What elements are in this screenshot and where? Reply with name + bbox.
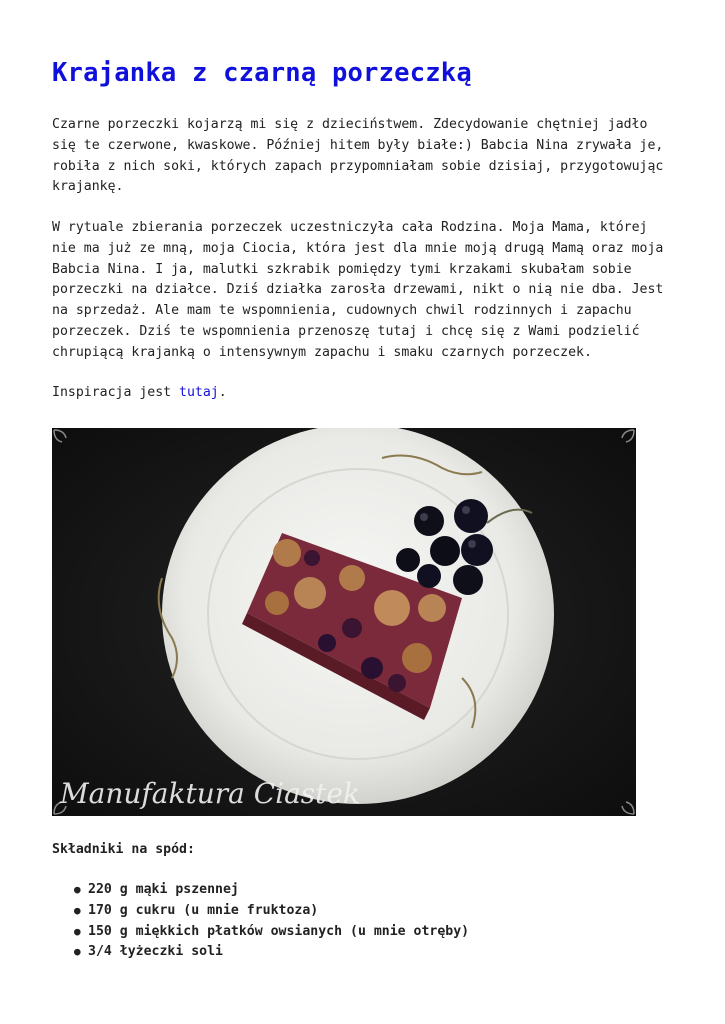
ingredients-heading: Składniki na spód:: [52, 842, 195, 857]
story-line: Babcia Nina. I ja, malutki szkrabik pomiędzy tymi krzakami skubałam sobie: [52, 261, 632, 277]
list-item: [74, 901, 469, 922]
article-title: Krajanka z czarną porzeczką: [52, 58, 472, 88]
story-line: na sprzedaż. Ale mam te wspomnienia, cudownych chwil rodzinnych i zapachu: [52, 303, 632, 319]
intro-line: Czarne porzeczki kojarzą mi się z dzieciństwem. Zdecydowanie chętniej jadło: [52, 117, 648, 132]
intro-line: się te czerwone, kwaskowe. Później hitem były białe:) Babcia Nina zrywała je,: [52, 137, 664, 153]
story-line: porzeczki na działce. Dziś działka zarosła drzewami, nikt o nią nie dba. Jest: [52, 282, 664, 298]
story-line: W rytuale zbierania porzeczek uczestniczyła cała Rodzina. Moja Mama, której: [52, 220, 648, 235]
ingredient-text: 150 g miękkich płatków owsianych (u mnie otręby): [88, 923, 470, 939]
story-paragraph: [52, 218, 677, 364]
inspiration-suffix: .: [218, 385, 227, 400]
cake-photo: [52, 428, 636, 816]
inspiration-paragraph: [52, 383, 677, 404]
ingredient-text: 3/4 łyżeczki soli: [88, 944, 223, 960]
intro-line: krajankę.: [52, 179, 124, 195]
list-item: [74, 942, 469, 963]
bullet-icon: ●: [74, 924, 81, 938]
intro-line: robiła z nich soki, których zapach przypomniałam sobie dzisiaj, przygotowując: [52, 158, 664, 174]
ingredients-list: [74, 880, 469, 963]
list-item: [74, 922, 469, 943]
inspiration-prefix: Inspiracja jest: [52, 385, 180, 400]
list-item: [74, 880, 469, 901]
story-line: porzeczek. Dziś te wspomnienia przenoszę tutaj i chcę się z Wami podzielić: [52, 323, 640, 339]
bullet-icon: ●: [74, 883, 81, 896]
ingredient-text: 220 g mąki pszennej: [88, 882, 239, 897]
inspiration-link[interactable]: tutaj: [179, 385, 219, 400]
bullet-icon: ●: [74, 903, 81, 917]
bullet-icon: ●: [74, 945, 81, 959]
ingredient-text: 170 g cukru (u mnie fruktoza): [88, 902, 319, 918]
intro-paragraph: [52, 115, 677, 198]
story-line: nie ma już ze mną, moja Ciocia, która jest dla mnie moją drugą Mamą oraz moja: [52, 240, 664, 256]
photo-watermark: Manufaktura Ciastek: [60, 777, 360, 810]
story-line: chrupiącą krajanką o intensywnym zapachu i smaku czarnych porzeczek.: [52, 344, 592, 360]
